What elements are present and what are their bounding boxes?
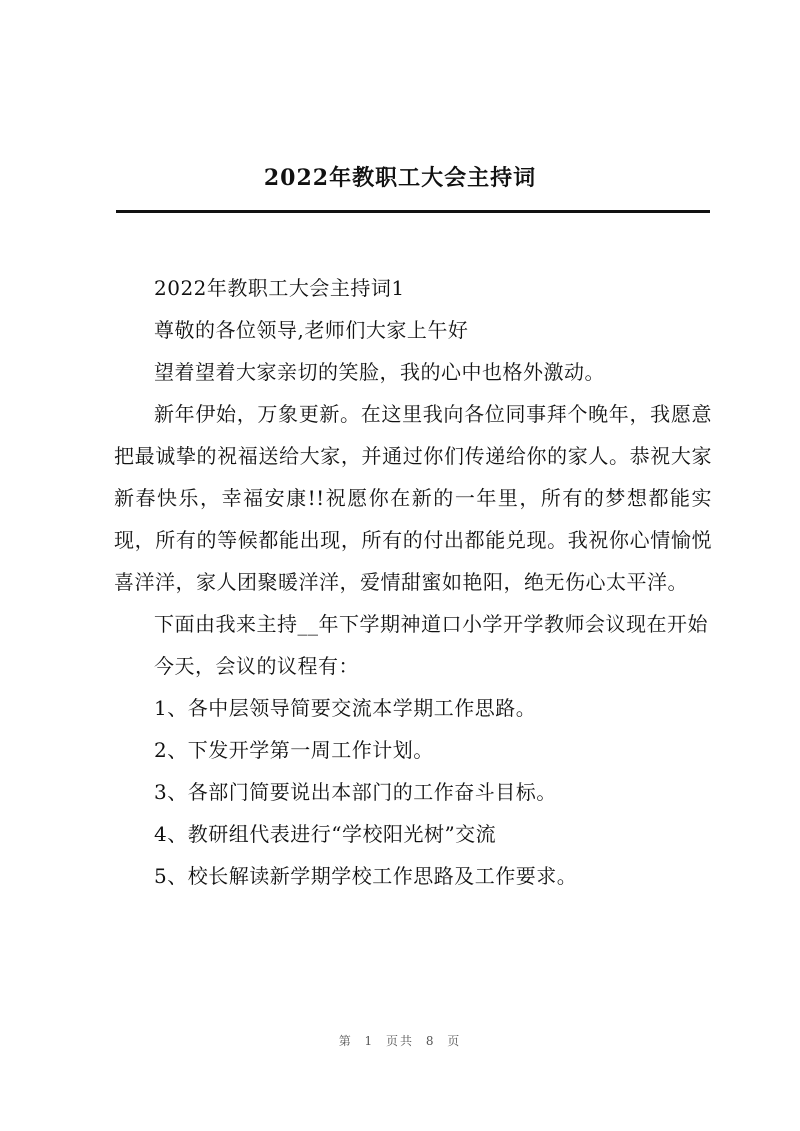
paragraph-agenda-intro: 今天，会议的议程有： bbox=[154, 654, 359, 678]
page-number: 第 1 页共 8 页 bbox=[338, 1034, 462, 1048]
paragraph-heading: 2022年教职工大会主持词1 bbox=[154, 276, 405, 300]
document-body bbox=[114, 267, 712, 897]
paragraph: 新年伊始，万象更新。在这里我向各位同事拜个晚年，我愿意把最诚挚的祝福送给大家，并通过你们传递给你的家人。恭祝大家新春快乐，幸福安康!!祝愿你在新的一年里，所有的梦想都能实现，所有的等候都能出现，所有的付出都能兑现。我祝你心情愉悦喜洋洋，家人团聚暖洋洋，爱情甜蜜如艳阳，绝无伤心太平洋。 bbox=[114, 402, 712, 594]
paragraph: 望着望着大家亲切的笑脸，我的心中也格外激动。 bbox=[154, 360, 605, 384]
title-divider bbox=[116, 210, 710, 213]
agenda-item: 2、下发开学第一周工作计划。 bbox=[154, 738, 434, 762]
agenda-item: 4、教研组代表进行“学校阳光树”交流 bbox=[154, 822, 497, 846]
document-title: 2022年教职工大会主持词 bbox=[263, 165, 537, 191]
paragraph-greeting: 尊敬的各位领导,老师们大家上午好 bbox=[154, 318, 469, 342]
agenda-item: 3、各部门简要说出本部门的工作奋斗目标。 bbox=[154, 780, 557, 804]
agenda-item: 1、各中层领导简要交流本学期工作思路。 bbox=[154, 696, 537, 720]
paragraph: 下面由我来主持__年下学期神道口小学开学教师会议现在开始 bbox=[154, 612, 708, 636]
agenda-item: 5、校长解读新学期学校工作思路及工作要求。 bbox=[154, 864, 578, 888]
